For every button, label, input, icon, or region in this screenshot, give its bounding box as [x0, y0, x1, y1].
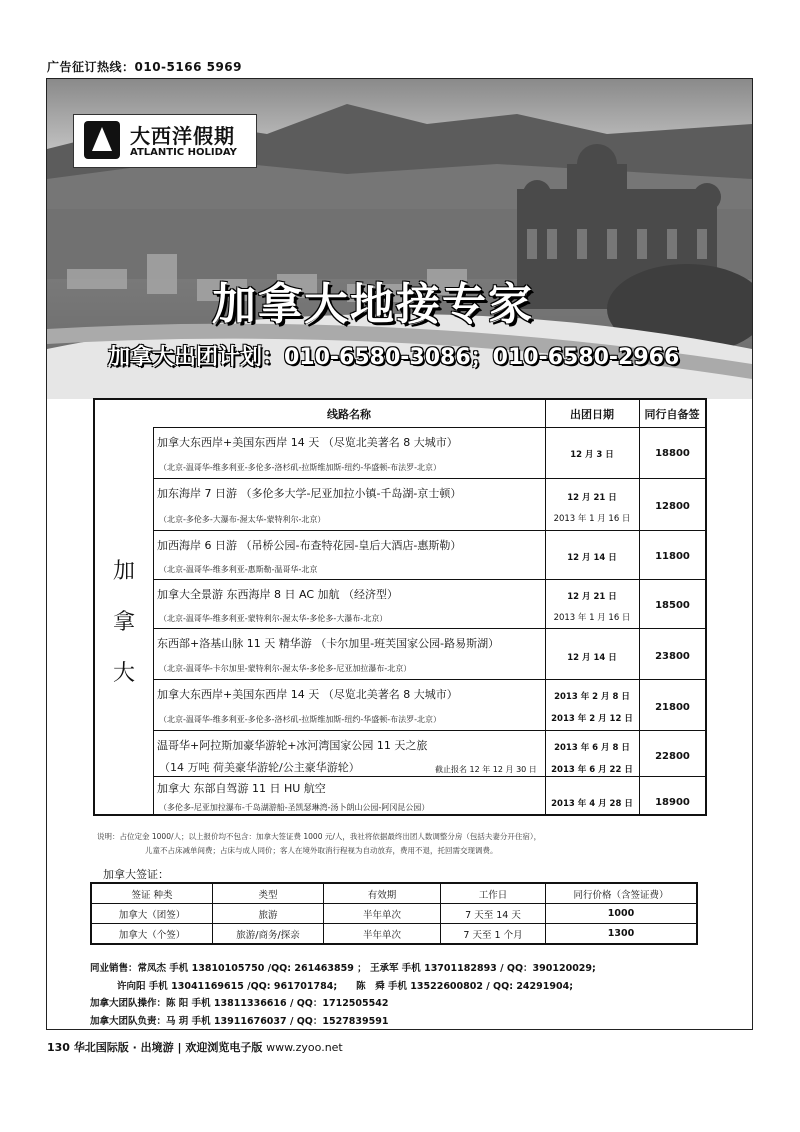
visa-header: 签证 种类 [91, 883, 213, 904]
visa-cell: 7 天至 14 天 [441, 904, 546, 924]
header-price: 同行自备签 [639, 400, 705, 428]
visa-cell: 旅游 [213, 904, 324, 924]
route-date-2: 2013 年 2 月 12 日 [551, 714, 633, 724]
visa-section-title: 加拿大签证： [103, 868, 169, 881]
page-number: 130 [47, 1041, 70, 1054]
contacts [90, 960, 596, 1030]
side-char: 拿 [112, 610, 135, 635]
header-route-name: 线路名称 [153, 400, 545, 428]
route-date: 2013 年 2 月 8 日 [554, 692, 630, 702]
visa-row [91, 904, 697, 924]
route-price: 18500 [655, 600, 690, 611]
route-stops: （北京-温哥华-维多利亚-多伦多-洛杉矶-拉斯维加斯-纽约-华盛顿-布法罗-北京） [159, 715, 441, 724]
route-row [153, 530, 705, 580]
route-stops: （北京-温哥华-维多利亚-惠斯勒-温哥华-北京 [159, 565, 318, 574]
contact-line: 加拿大团队负责：马 玥 手机 13911676037 / QQ：1527839591 [90, 1015, 389, 1027]
route-row [153, 579, 705, 629]
route-date: 12 月 21 日 [567, 493, 617, 503]
route-price: 21800 [655, 702, 690, 713]
route-date-2: 2013 年 1 月 16 日 [553, 613, 631, 623]
route-title: 加东海岸 7 日游 （多伦多大学-尼亚加拉小镇-千岛湖-京士顿） [157, 487, 462, 500]
visa-header: 有效期 [324, 883, 441, 904]
route-stops: （北京-多伦多-大瀑布-渥太华-蒙特利尔-北京） [159, 515, 326, 524]
route-date: 12 月 14 日 [567, 653, 617, 663]
footer-text: 华北国际版 · 出境游 | 欢迎浏览电子版 [73, 1041, 263, 1054]
logo-icon [84, 121, 120, 159]
route-date: 2013 年 6 月 8 日 [554, 743, 630, 753]
route-price: 12800 [655, 501, 690, 512]
route-stops: （北京-温哥华-维多利亚-多伦多-洛杉矶-拉斯维加斯-纽约-华盛顿-布法罗-北京） [159, 463, 441, 472]
route-price: 11800 [655, 551, 690, 562]
route-stops: （14 万吨 荷美豪华游轮/公主豪华游轮） [159, 761, 360, 774]
note-line: 说明：占位定金 1000/人；以上报价均不包含：加拿大签证费 1000 元/人，我社将依据最终出团人数调整分房（包括夫妻分开住宿）， [97, 832, 542, 841]
route-date: 12 月 3 日 [570, 450, 614, 460]
route-row [153, 478, 705, 531]
route-stops: （北京-温哥华-卡尔加里-蒙特利尔-渥太华-多伦多-尼亚加拉瀑布-北京） [159, 664, 412, 673]
canada-side-label [95, 427, 153, 814]
route-deadline: 截止报名 12 年 12 月 30 日 [435, 765, 537, 774]
departure-plan-phone: 加拿大出团计划：010-6580-3086；010-6580-2966 [108, 345, 680, 370]
logo-chinese: 大西洋假期 [130, 124, 235, 148]
route-title: 加拿大东西岸+美国东西岸 14 天 （尽览北美著名 8 大城市） [157, 436, 458, 449]
route-date-2: 2013 年 6 月 22 日 [551, 765, 633, 775]
visa-cell: 半年单次 [324, 924, 441, 945]
atlantic-holiday-logo [73, 114, 257, 168]
route-stops: （北京-温哥华-维多利亚-蒙特利尔-渥太华-多伦多-大瀑布-北京） [159, 614, 388, 623]
route-title: 加西海岸 6 日游 （吊桥公园-布查特花园-皇后大酒店-惠斯勒） [157, 539, 462, 552]
route-row [153, 679, 705, 731]
note-line: 儿童不占床减单间费；占床与成人同价；客人在境外取消行程视为自动放弃，费用不退，托回需交现调费。 [145, 846, 498, 855]
route-date: 12 月 21 日 [567, 592, 617, 602]
side-char: 大 [112, 661, 135, 686]
route-price: 18900 [655, 797, 690, 808]
visa-cell: 加拿大（团签） [91, 904, 213, 924]
visa-header-row [91, 883, 697, 904]
visa-table [90, 882, 698, 945]
route-row [153, 776, 705, 815]
visa-cell: 7 天至 1 个月 [441, 924, 546, 945]
ad-hotline: 广告征订热线：010-5166 5969 [47, 60, 243, 74]
visa-header: 同行价格（含签证费） [546, 883, 698, 904]
contact-line: 加拿大团队操作：陈 阳 手机 13811336616 / QQ：1712505542 [90, 998, 389, 1009]
route-price: 18800 [655, 448, 690, 459]
route-date: 12 月 14 日 [567, 553, 617, 563]
routes-table [93, 398, 707, 816]
headline: 加拿大地接专家 [212, 279, 534, 330]
route-price: 23800 [655, 651, 690, 662]
route-title: 加拿大 东部自驾游 11 日 HU 航空 [157, 782, 326, 795]
header-departure-date: 出团日期 [545, 400, 639, 428]
contact-line: 许向阳 手机 13041169615 /QQ: 961701784; 陈 舜 手机 13522600802 / QQ: 24291904; [117, 980, 574, 992]
route-row [153, 730, 705, 777]
page-footer [47, 1039, 343, 1055]
route-title: 加拿大东西岸+美国东西岸 14 天 （尽览北美著名 8 大城市） [157, 688, 458, 701]
visa-cell: 旅游/商务/探亲 [213, 924, 324, 945]
notes [97, 830, 541, 858]
logo-english: ATLANTIC HOLIDAY [130, 147, 237, 158]
route-date: 2013 年 4 月 28 日 [551, 799, 633, 809]
visa-price: 1300 [546, 924, 698, 945]
route-date-2: 2013 年 1 月 16 日 [553, 514, 631, 524]
contact-line: 同业销售：常凤杰 手机 13810105750 /QQ: 261463859 ； 王承军 手机 13701182893 / QQ：390120029; [90, 963, 596, 974]
footer-url[interactable]: www.zyoo.net [266, 1041, 343, 1054]
visa-price: 1000 [546, 904, 698, 924]
route-row [153, 628, 705, 680]
route-price: 22800 [655, 751, 690, 762]
route-stops: （多伦多-尼亚加拉瀑布-千岛湖游船-圣凯瑟琳湾-汤卜朗山公园-阿冈昆公园） [159, 803, 430, 812]
route-title: 温哥华+阿拉斯加豪华游轮+冰河湾国家公园 11 天之旅 [157, 739, 428, 752]
route-title: 东西部+洛基山脉 11 天 精华游 （卡尔加里-班芙国家公园-路易斯湖） [157, 637, 500, 650]
visa-header: 类型 [213, 883, 324, 904]
side-char: 加 [112, 559, 135, 584]
route-title: 加拿大全景游 东西海岸 8 日 AC 加航 （经济型） [157, 588, 398, 601]
visa-header: 工作日 [441, 883, 546, 904]
visa-cell: 半年单次 [324, 904, 441, 924]
visa-cell: 加拿大（个签） [91, 924, 213, 945]
route-row [153, 427, 705, 479]
visa-row [91, 924, 697, 945]
